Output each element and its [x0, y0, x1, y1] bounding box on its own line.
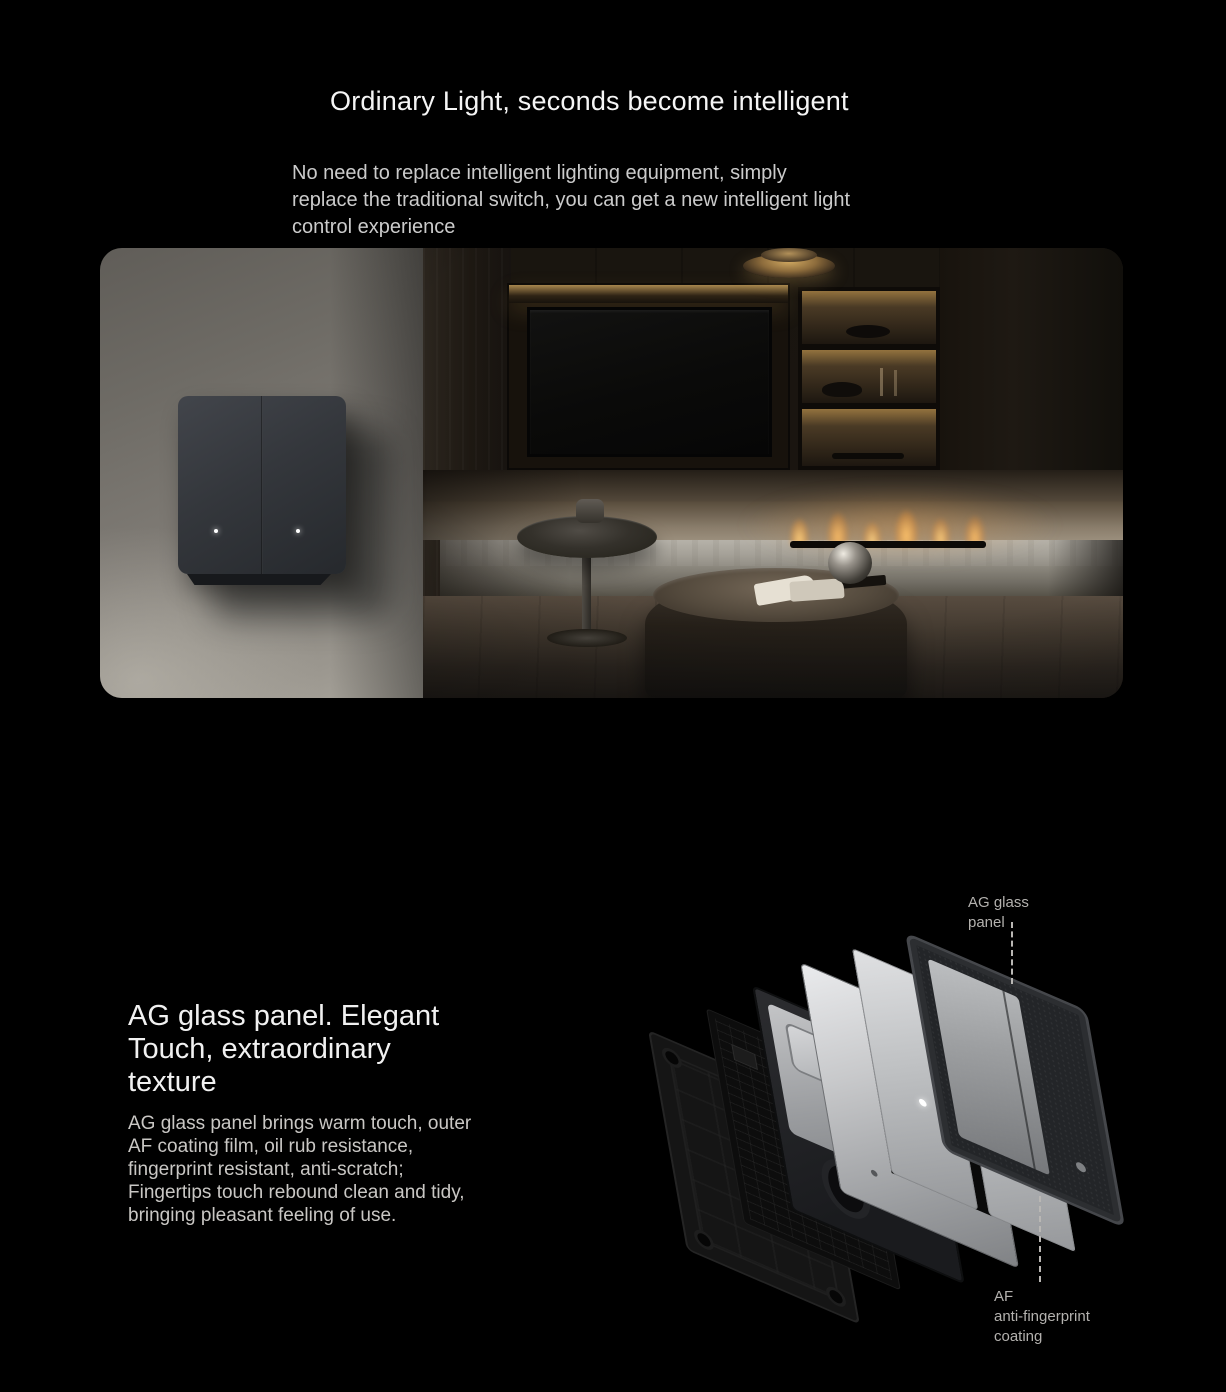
feature-description-line: bringing pleasant feeling of use. [128, 1205, 397, 1226]
plate-screw-dot [870, 1169, 878, 1178]
callout-line-text: anti-fingerprint [994, 1308, 1090, 1325]
led-indicator-dot [918, 1097, 927, 1107]
glass-indicator-dot [1075, 1161, 1086, 1174]
feature-description-line: AG glass panel brings warm touch, outer [128, 1113, 472, 1134]
hero-description-line: No need to replace intelligent lighting equipment, simply [292, 162, 787, 184]
callout-dashed-line [1039, 1196, 1041, 1282]
callout-line-text: coating [994, 1328, 1043, 1345]
feature-title-line: texture [128, 1066, 217, 1098]
callout-line-text: panel [968, 914, 1005, 931]
hero-description [292, 160, 850, 241]
feature-title-line: Touch, extraordinary [128, 1033, 391, 1065]
wall-switch [178, 396, 346, 574]
hero-description-line: control experience [292, 216, 456, 238]
callout-af-coating [994, 1287, 1090, 1347]
callout-line-text: AF [994, 1288, 1014, 1305]
feature-description-line: fingerprint resistant, anti-scratch; [128, 1159, 404, 1180]
page-title: Ordinary Light, seconds become intelligent [330, 86, 849, 116]
switch-key-divider [261, 396, 263, 574]
feature-description-line: AF coating film, oil rub resistance, [128, 1136, 414, 1157]
led-indicator-dot [296, 529, 300, 533]
feature-title [128, 1000, 439, 1099]
lifestyle-photo [100, 248, 1123, 698]
callout-dashed-line [1011, 922, 1013, 984]
feature-description-line: Fingertips touch rebound clean and tidy, [128, 1182, 465, 1203]
led-indicator-dot [214, 529, 218, 533]
callout-ag-glass-panel [968, 893, 1029, 933]
hero-description-line: replace the traditional switch, you can get a new intelligent light [292, 189, 851, 211]
switch-underside [184, 574, 334, 585]
feature-title-line: AG glass panel. Elegant [128, 1000, 440, 1032]
vignette-overlay [423, 248, 1123, 698]
callout-line-text: AG glass [968, 894, 1029, 911]
feature-description [128, 1112, 471, 1227]
